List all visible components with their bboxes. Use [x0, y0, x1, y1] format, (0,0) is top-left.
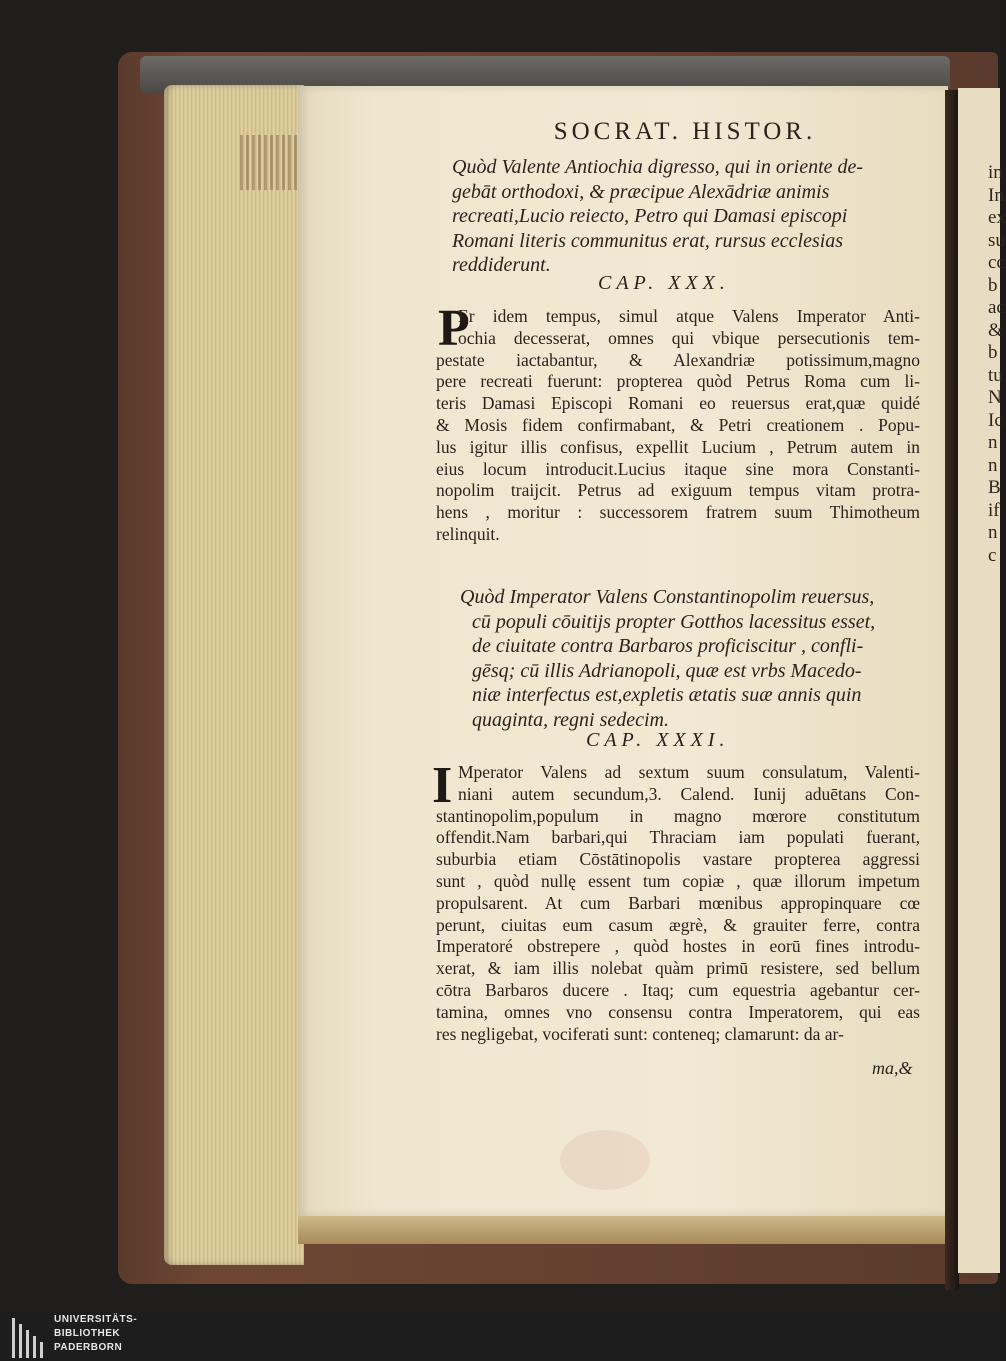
chapter-30-text-line: pestate iactabantur, & Alexandriæ potissimum,magno [436, 349, 920, 370]
chapter-30-heading-line: recreati,Lucio reiecto, Petro qui Damasi episcopi [452, 205, 848, 227]
right-page-fragment: ex [988, 207, 1006, 228]
library-logo-icon [10, 1314, 50, 1358]
right-page-fragment: n [988, 454, 998, 476]
footer-bar [0, 1310, 1000, 1361]
chapter-31-text-line: offendit.Nam barbari,qui Thraciam iam populati fuerant, [436, 827, 920, 848]
right-page-fragment: N [988, 387, 1002, 408]
right-page-fragment: if [988, 499, 1000, 521]
library-line-3: PADERBORN [54, 1342, 123, 1353]
right-page-fragment: cc [988, 252, 1005, 273]
chapter-30-text-line: ochia decesserat, omnes qui vbique persecutionis tem- [458, 327, 920, 348]
page-bottom-edge [298, 1216, 948, 1244]
chapter-31-text-line: Mperator Valens ad sextum suum consulatum, Valenti- [458, 762, 920, 782]
right-page-fragment: in [988, 162, 1003, 183]
right-page-fragment: b [988, 342, 998, 363]
chapter-31-label-row [586, 728, 846, 753]
chapter-31-heading-line: quaginta, regni sedecim. [472, 708, 670, 731]
right-page-fragment: n [988, 432, 998, 453]
chapter-31-heading-line: cū populi cōuitijs propter Gotthos lacessitus esset, [472, 610, 876, 633]
chapter-31-text [436, 762, 920, 1045]
chapter-31-text-line: suburbia etiam Cōstātinopolis vastare propterea aggressi [436, 849, 920, 870]
chapter-31-text-line: Imperatoré obstrepere , quòd hostes in eorū fines introdu- [436, 936, 920, 957]
edge-stamp-mark [240, 135, 300, 190]
chapter-31-text-line: perunt, ciuitas eum casum ægrè, & grauiter ferre, contra [436, 914, 920, 935]
chapter-31-text-line: propulsarent. At cum Barbari mœnibus appropinquare cœ [436, 892, 920, 913]
chapter-30-heading-line: Quòd Valente Antiochia digresso, qui in oriente de- [452, 156, 864, 178]
dropcap-p: P [438, 300, 470, 357]
chapter-31-text-line: cōtra Barbaros ducere . Itaq; cum equestria agebantur cer- [436, 979, 920, 1000]
chapter-30-text-line: hens , moritur : successorem fratrem suum Thimotheum [436, 502, 920, 523]
chapter-31-text-line: stantinopolim,populum in magno mœrore constitutum [436, 805, 920, 826]
library-line-2: BIBLIOTHEK [54, 1328, 121, 1339]
chapter-30-heading-line: reddiderunt. [452, 254, 551, 276]
right-page-fragment: B [988, 477, 1001, 498]
chapter-31-text-line: xerat, & iam illis nolebat quàm primū resistere, sed bellum [436, 958, 920, 979]
chapter-31-heading-line: niæ interfectus est,expletis ætatis suæ annis quin [472, 684, 862, 706]
chapter-30-text-line: eius locum introducit.Lucius itaque sine mora Constanti- [436, 458, 920, 479]
chapter-31-text-line: sunt , quòd nullę essent tum copiæ , quæ illorum impetum [436, 870, 920, 891]
chapter-30-text-line: nopolim traijcit. Petrus ad exiguum tempus vitam protra- [436, 480, 920, 501]
right-page-fragment: b [988, 274, 998, 296]
chapter-31-heading-line: Quòd Imperator Valens Constantinopolim reuersus, [460, 586, 875, 608]
running-head: SOCRAT. HISTOR. [553, 118, 817, 145]
right-page-fragment: c [988, 544, 997, 566]
chapter-30-text-line: teris Damasi Episcopi Romani eo reuersus erat,quæ quidé [436, 393, 920, 414]
chapter-30-label-row [598, 271, 858, 296]
chapter-31-text-line: niani autem secundum,3. Calend. Iunij aduētans Con- [458, 783, 920, 804]
chapter-30-text [436, 306, 920, 546]
right-page-fragment: Ic [988, 409, 1003, 431]
right-page-fragment: ac [988, 297, 1005, 318]
chapter-30-label: CAP. XXX. [598, 272, 730, 294]
chapter-31-text-line: res negligebat, vociferati sunt: conteneq; clamarunt: da ar- [436, 1023, 844, 1044]
library-line-1: UNIVERSITÄTS- [54, 1314, 138, 1325]
chapter-31-text-line: tamina, omnes vno consensu contra Imperatorem, qui eas [436, 1001, 920, 1022]
right-page-text-fragments [988, 162, 1006, 567]
library-name [54, 1313, 137, 1355]
chapter-30-heading-line: gebāt orthodoxi, & præcipue Alexādriæ animis [452, 180, 830, 203]
right-page-fragment: In [988, 184, 1004, 206]
chapter-30-text-line: & Mosis fidem confirmabant, & Petri creationem . Popu- [436, 414, 920, 435]
chapter-31-label: CAP. XXXI. [586, 729, 730, 751]
chapter-31-heading [460, 585, 910, 732]
chapter-30-heading-line: Romani literis communitus erat, rursus ecclesias [452, 229, 844, 252]
chapter-30-text-line: lus igitur illis confisus, expellit Lucium , Petrum autem in [436, 436, 920, 457]
dropcap-i: I [432, 757, 453, 814]
right-page-fragment: su [988, 229, 1005, 251]
catchword: ma,& [872, 1058, 913, 1078]
chapter-30-text-line: Er idem tempus, simul atque Valens Imperator Anti- [458, 306, 920, 326]
chapter-31-heading-line: de ciuitate contra Barbaros proficiscitur , confli- [472, 635, 864, 657]
chapter-30-text-line: relinquit. [436, 523, 500, 544]
right-page-fragment: tu [988, 364, 1003, 386]
chapter-31-heading-line: gēsq; cū illis Adrianopoli, quæ est vrbs Macedo- [472, 659, 862, 682]
right-page-fragment: n [988, 522, 998, 543]
page-edges [164, 85, 304, 1265]
book-gutter [945, 90, 959, 1290]
chapter-30-heading [452, 155, 932, 278]
page-stain [560, 1130, 650, 1190]
right-page-fragment: & [988, 319, 1003, 341]
chapter-30-text-line: pere recreati fuerunt: propterea quòd Petrus Roma cum li- [436, 371, 920, 392]
